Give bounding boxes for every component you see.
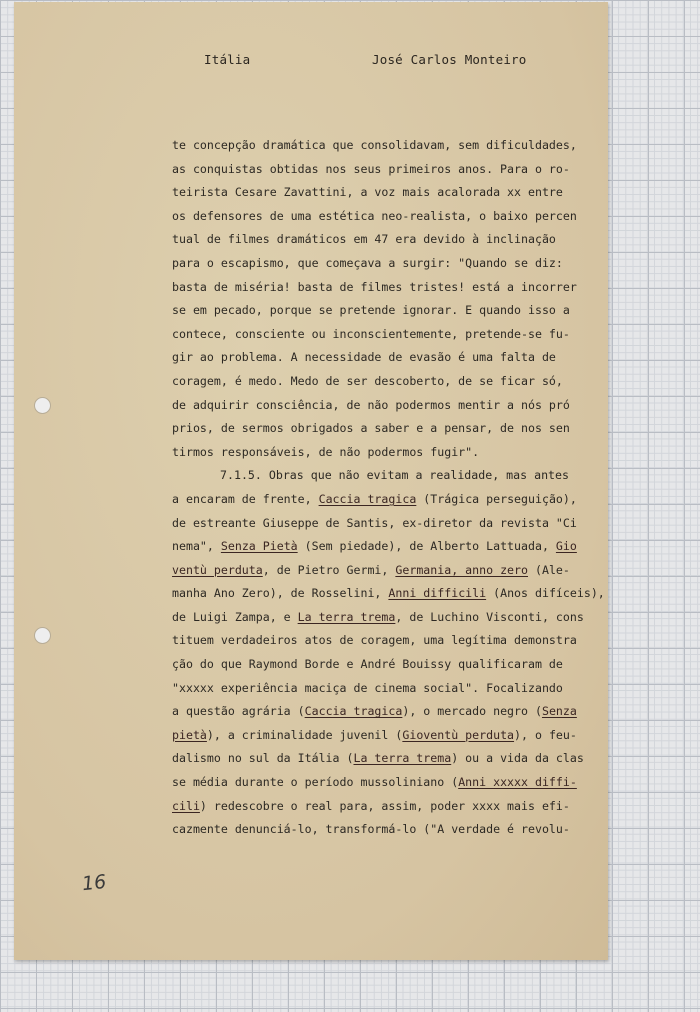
text-segment: (Anos difíceis), — [486, 586, 605, 601]
underlined-title: Caccia tragica — [318, 491, 417, 506]
header-author: José Carlos Monteiro — [372, 52, 527, 67]
underlined-title: ventù perduta — [172, 562, 263, 577]
text-segment: nema", — [172, 539, 221, 554]
text-line — [172, 205, 602, 229]
underlined-title: Anni xxxxx diffi- — [458, 775, 577, 790]
text-line — [172, 677, 602, 701]
text-segment: prios, de sermos obrigados a saber e a pensar, de nos sen — [172, 421, 570, 436]
text-segment: 7.1.5. Obras que não evitam a realidade, mas antes — [220, 468, 570, 483]
text-segment: (Ale- — [528, 562, 570, 577]
text-line — [172, 795, 602, 819]
text-line — [172, 535, 602, 559]
body-text — [172, 134, 605, 842]
text-segment: a questão agrária ( — [172, 704, 305, 719]
text-segment: , de Luchino Visconti, cons — [395, 609, 584, 624]
underlined-title: Germania, anno zero — [395, 562, 528, 577]
header-country: Itália — [204, 52, 251, 67]
text-line — [172, 488, 602, 512]
underlined-title: Senza — [541, 704, 577, 719]
underlined-title: cili — [172, 798, 200, 813]
text-line — [172, 158, 602, 182]
underlined-title: Senza Pietà — [220, 539, 298, 554]
underlined-title: La terra trema — [353, 751, 452, 766]
text-segment: ), o feu- — [514, 727, 577, 742]
underlined-title: Gioventù perduta — [402, 727, 515, 742]
underlined-title: Anni difficili — [388, 586, 487, 601]
text-segment: (Trágica perseguição), — [416, 491, 577, 506]
text-line — [172, 653, 602, 677]
underlined-title: Caccia tragica — [304, 704, 403, 719]
text-segment: de adquirir consciência, de não podermos mentir a nós pró — [172, 397, 570, 412]
text-line — [172, 441, 602, 465]
text-line — [172, 512, 602, 536]
text-segment: dalismo no sul da Itália ( — [172, 751, 354, 766]
text-segment: basta de miséria! basta de filmes tristes! está a incorrer — [172, 279, 577, 294]
text-segment: as conquistas obtidas nos seus primeiros anos. Para o ro- — [172, 161, 570, 176]
text-line — [172, 464, 602, 488]
text-line — [172, 134, 602, 158]
text-segment: tual de filmes dramáticos em 47 era devido à inclinação — [172, 232, 556, 247]
text-line — [172, 559, 602, 583]
underlined-title: Gio — [555, 539, 577, 554]
text-segment: tituem verdadeiros atos de coragem, uma legítima demonstra — [172, 633, 577, 648]
text-segment: manha Ano Zero), de Rosselini, — [172, 586, 389, 601]
text-line — [172, 724, 602, 748]
text-line — [172, 276, 602, 300]
text-segment: gir ao problema. A necessidade de evasão é uma falta de — [172, 350, 556, 365]
text-segment: te concepção dramática que consolidavam, sem dificuldades, — [172, 138, 577, 152]
text-line — [172, 417, 602, 441]
text-line — [172, 299, 602, 323]
text-segment: ) redescobre o real para, assim, poder xxxx mais efi- — [199, 798, 570, 813]
text-segment: cazmente denunciá-lo, transformá-lo ("A verdade é revolu- — [172, 822, 570, 837]
text-segment: se média durante o período mussoliniano ( — [172, 775, 459, 790]
text-line — [172, 747, 602, 771]
text-line — [172, 370, 602, 394]
punch-hole — [34, 397, 51, 414]
text-segment: a encaram de frente, — [172, 491, 319, 506]
text-segment: os defensores de uma estética neo-realista, o baixo percen — [172, 208, 577, 223]
text-line — [172, 700, 602, 724]
text-line — [172, 818, 602, 842]
text-line — [172, 228, 602, 252]
text-line — [172, 181, 602, 205]
text-segment: se em pecado, porque se pretende ignorar. E quando isso a — [172, 303, 570, 318]
document-page — [14, 2, 608, 960]
text-line — [172, 771, 602, 795]
text-line — [172, 323, 602, 347]
text-segment: teirista Cesare Zavattini, a voz mais acalorada xx entre — [172, 185, 563, 200]
underlined-title: pietà — [172, 727, 207, 742]
text-segment: coragem, é medo. Medo de ser descoberto, de se ficar só, — [172, 373, 563, 388]
text-segment: ), a criminalidade juvenil ( — [206, 727, 403, 742]
text-segment: ) ou a vida da clas — [451, 751, 584, 766]
text-segment: de Luigi Zampa, e — [172, 609, 298, 624]
text-segment: , de Pietro Germi, — [262, 562, 396, 577]
text-segment: (Sem piedade), de Alberto Lattuada, — [297, 539, 556, 554]
text-segment: de estreante Giuseppe de Santis, ex-diretor da revista "Ci — [172, 515, 577, 530]
punch-hole — [34, 627, 51, 644]
text-line — [172, 346, 602, 370]
text-segment: "xxxxx experiência maciça de cinema social". Focalizando — [172, 680, 563, 695]
text-line — [172, 629, 602, 653]
text-line — [172, 606, 602, 630]
text-line — [172, 582, 605, 606]
text-segment: ), o mercado negro ( — [402, 704, 542, 719]
text-segment: ção do que Raymond Borde e André Bouissy qualificaram de — [172, 657, 563, 672]
text-segment: para o escapismo, que começava a surgir: "Quando se diz: — [172, 255, 563, 270]
text-line — [172, 252, 602, 276]
handwritten-page-number: 16 — [80, 870, 108, 896]
underlined-title: La terra trema — [297, 609, 396, 624]
text-segment: tirmos responsáveis, de não podermos fugir". — [172, 444, 480, 459]
text-line — [172, 394, 602, 418]
text-segment: contece, consciente ou inconscientemente, pretende-se fu- — [172, 326, 570, 341]
